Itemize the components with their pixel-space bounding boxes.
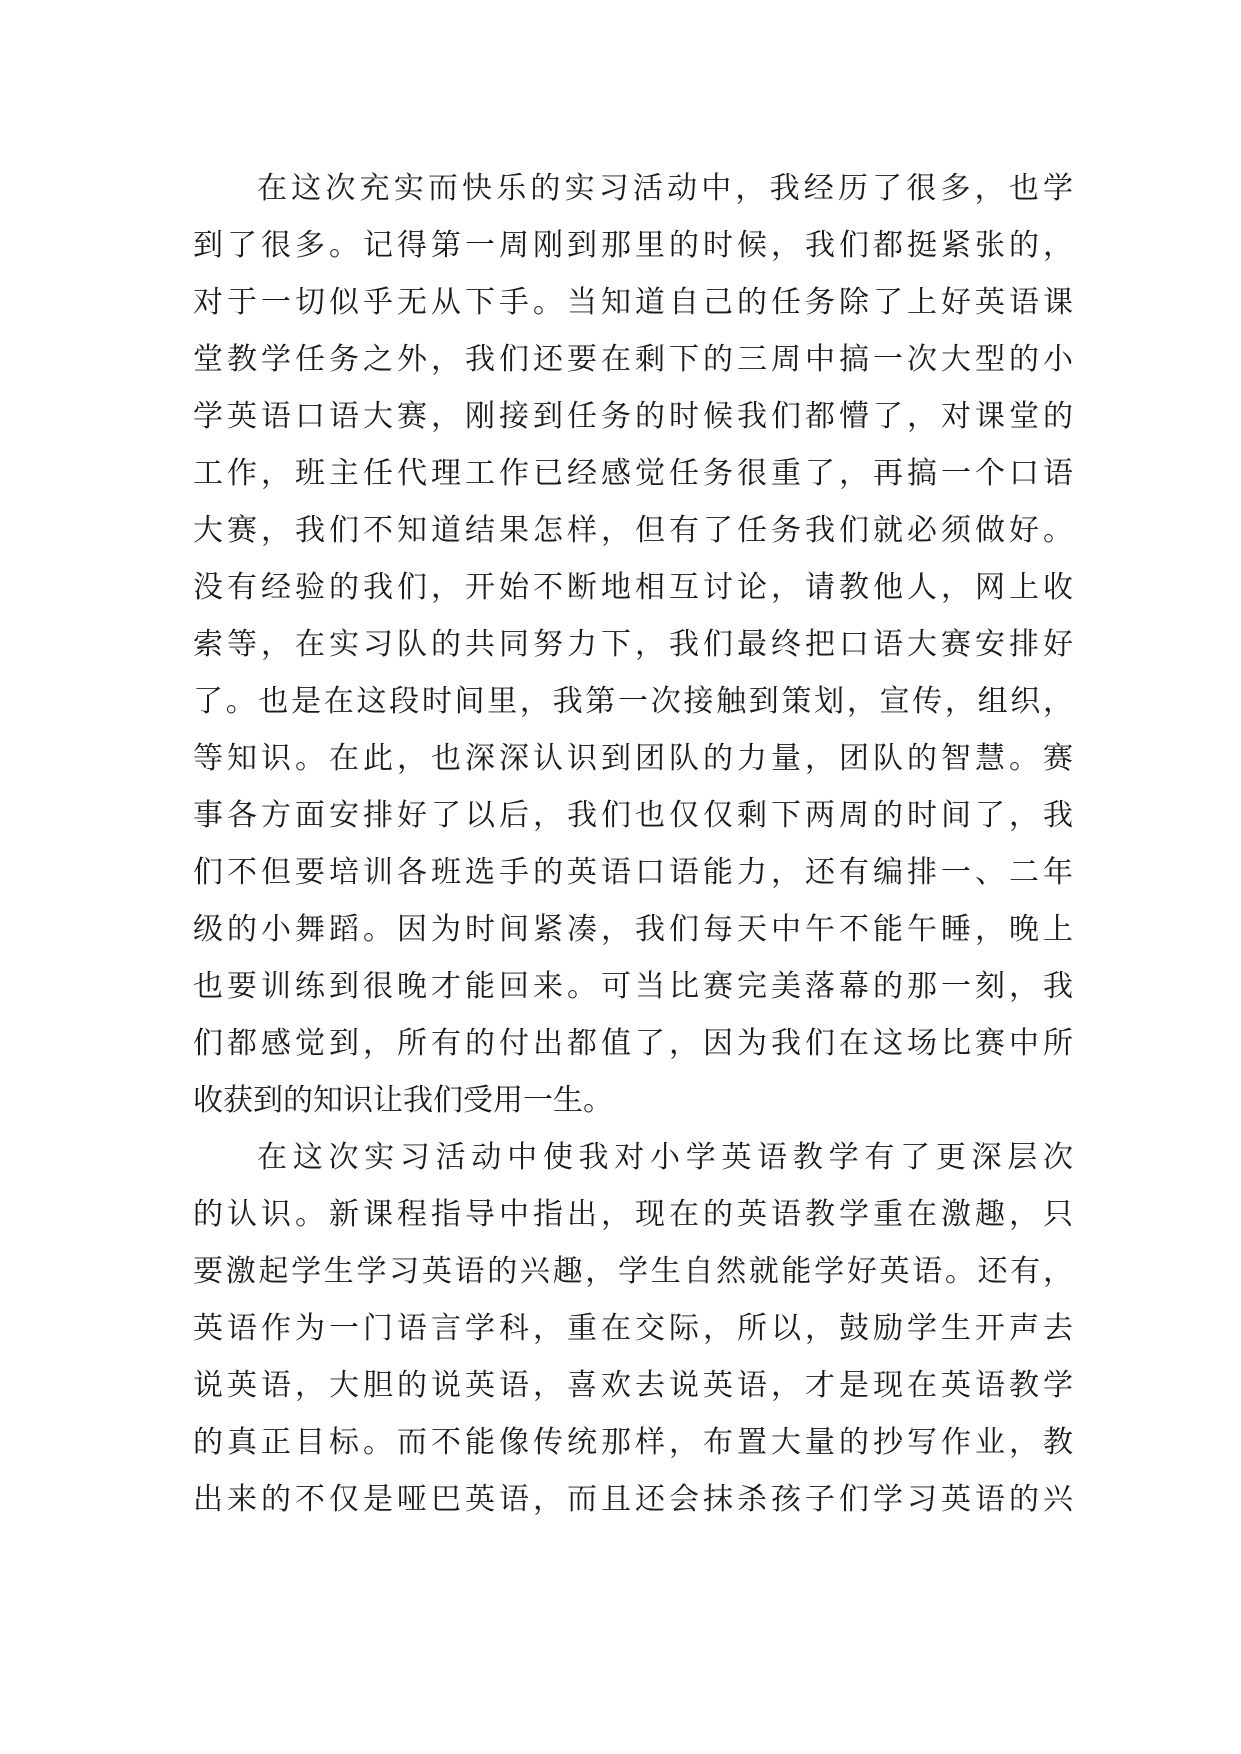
text-line: 学英语口语大赛，刚接到任务的时候我们都懵了，对课堂的 [193, 399, 1073, 434]
text-line: 英语作为一门语言学科，重在交际，所以，鼓励学生开声去 [193, 1311, 1073, 1346]
text-line: 出来的不仅是哑巴英语，而且还会抹杀孩子们学习英语的兴 [193, 1482, 1073, 1517]
text-line: 的认识。新课程指导中指出，现在的英语教学重在激趣，只 [193, 1197, 1073, 1232]
text-line: 大赛，我们不知道结果怎样，但有了任务我们就必须做好。 [193, 513, 1073, 548]
text-line: 说英语，大胆的说英语，喜欢去说英语，才是现在英语教学 [193, 1368, 1073, 1403]
text-line: 们都感觉到，所有的付出都值了，因为我们在这场比赛中所 [193, 1026, 1073, 1061]
text-line: 堂教学任务之外，我们还要在剩下的三周中搞一次大型的小 [193, 342, 1073, 377]
paragraph-1 [193, 160, 1073, 1129]
text-line: 级的小舞蹈。因为时间紧凑，我们每天中午不能午睡，晚上 [193, 912, 1073, 947]
text-line: 在这次充实而快乐的实习活动中，我经历了很多，也学 [257, 171, 1073, 206]
text-line: 索等，在实习队的共同努力下，我们最终把口语大赛安排好 [193, 627, 1073, 662]
text-line: 的真正目标。而不能像传统那样，布置大量的抄写作业，教 [193, 1425, 1073, 1460]
text-line: 们不但要培训各班选手的英语口语能力，还有编排一、二年 [193, 855, 1073, 890]
text-line: 对于一切似乎无从下手。当知道自己的任务除了上好英语课 [193, 285, 1073, 320]
text-line: 要激起学生学习英语的兴趣，学生自然就能学好英语。还有， [193, 1254, 1073, 1289]
text-line: 等知识。在此，也深深认识到团队的力量，团队的智慧。赛 [193, 741, 1073, 776]
text-line: 在这次实习活动中使我对小学英语教学有了更深层次 [257, 1140, 1073, 1175]
paragraph-2 [193, 1129, 1073, 1528]
text-line: 也要训练到很晚才能回来。可当比赛完美落幕的那一刻，我 [193, 969, 1073, 1004]
text-line: 事各方面安排好了以后，我们也仅仅剩下两周的时间了，我 [193, 798, 1073, 833]
text-line: 了。也是在这段时间里，我第一次接触到策划，宣传，组织， [193, 684, 1073, 719]
text-line: 没有经验的我们，开始不断地相互讨论，请教他人，网上收 [193, 570, 1073, 605]
text-line: 工作，班主任代理工作已经感觉任务很重了，再搞一个口语 [193, 456, 1073, 491]
text-line: 收获到的知识让我们受用一生。 [193, 1083, 613, 1118]
text-line: 到了很多。记得第一周刚到那里的时候，我们都挺紧张的， [193, 228, 1073, 263]
body-text [193, 160, 1073, 1528]
